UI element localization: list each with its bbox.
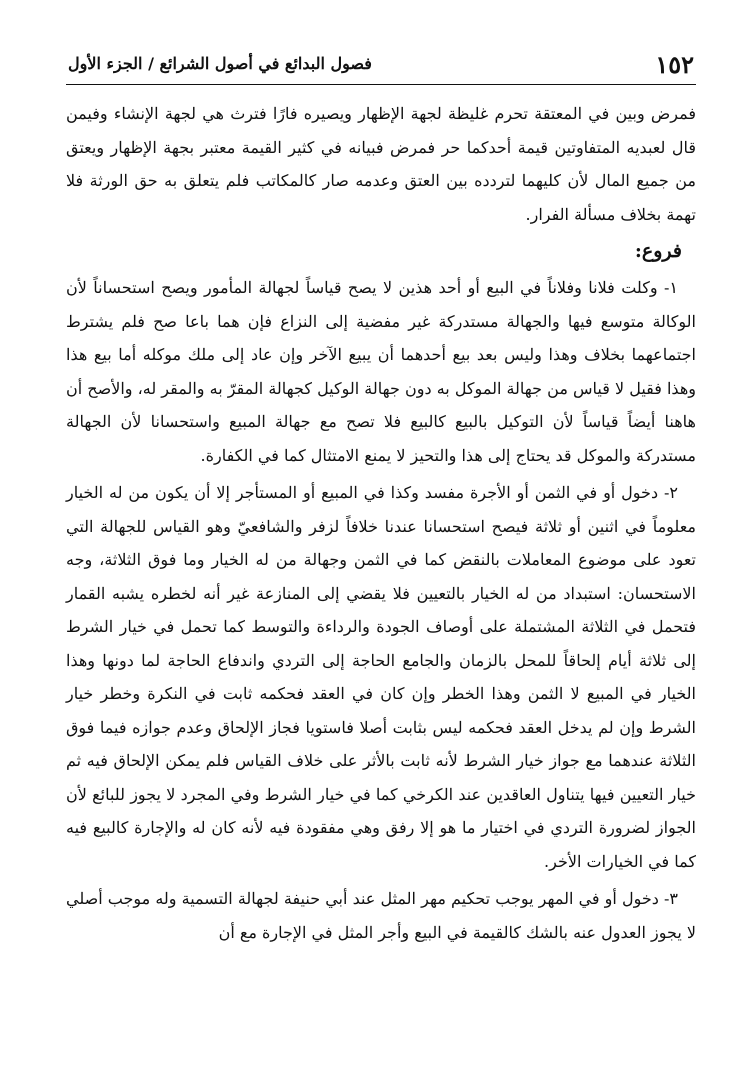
section-heading: فروع: [634, 240, 682, 262]
paragraph-2: ٢- دخول أو في الثمن أو الأجرة مفسد وكذا في المبيع أو المستأجر إلا أن يكون من له الخيار معلوماً في اثنين أو ثلاثة فيصح استحسانا عندنا خلافاً لزفر والشافعيّ وهو القياس للجهالة التي تعود على موضوع المعاملات بالنقض كما في الثمن وجهالة من له الخيار وما فوق الثلاثة، وجه الاستحسان: استبداد من له الخيار بالتعيين فلا يقضي إلى المنازعة غير أنه لخطره يشبه القمار فتحمل في الثلاثة المشتملة على أوصاف الجودة والرداءة والتوسط كما تحمل في خيار الشرط إلى ثلاثة أيام إلحاقاً للمحل بالزمان والجامع الحاجة إلى التردي واندفاع الحاجة لما دونها وهذا الخيار في المبيع لا الثمن وهذا الخطر وإن كان في العقد فحكمه ثابت في النكرة وخطر خيار الشرط وإن لم يدخل العقد فحكمه ليس بثابت أصلا فاستويا فجاز الإلحاق وعدم جوازه فيما فوق الثلاثة عندهما مع جواز خيار الشرط لأنه ثابت بالأثر على خلاف القياس فلم يمكن الإلحاق فيه ثم خيار التعيين فيها يتناول العاقدين عند الكرخي كما في خيار الشرط وفي المجرد لا يجوز للبائع لأن الجواز لضرورة التردي في اختيار ما هو إلا رفق وهي مفقودة فيه لأنه كان له والإجارة كالبيع فيه كما في الخيارات الأخر. [66, 483, 696, 871]
running-title: فصول البدائع في أصول الشرائع / الجزء الأول [68, 54, 372, 73]
book-page [66, 40, 696, 1080]
paragraph-1: ١- وكلت فلانا وفلاناً في البيع أو أحد هذين لا يصح قياساً لجهالة المأمور ويصح استحساناً لأن الوكالة متوسع فيها والجهالة مستدركة غير مفضية إلى النزاع فإن هما باعا صح فلم يشترط اجتماعهما بخلاف وهذا وليس بعد بيع أحدهما أن يبيع الآخر وإن عاد إلى ملك موكله أما بيع هذا وهذا فقيل لا قياس من جهالة الموكل به دون جهالة الوكيل كجهالة المقرّ به والمقر له، والأصح أن هاهنا أيضاً قياساً لأن التوكيل بالبيع كالبيع فلا تصح مع جهالة المبيع واستحسانا لأن الجهالة مستدركة والموكل قد يحتاج إلى هذا والتحيز لا يمنع الامتثال كما في الكفارة. [66, 278, 696, 465]
page-header [66, 40, 696, 85]
intro-paragraph: فمرض وبين في المعتقة تحرم غليظة لجهة الإظهار ويصيره فارًا فترث هي لجهة الإنشاء وفيمن قال لعبديه المتفاوتين قيمة أحدكما حر فمرض فبيانه في كثير القيمة معتبر بجهة الإظهار ويعتق من جميع المال لأن كليهما لتردده بين العتق وعدمه صار كالمكاتب فلم يتعلق به حق الورثة فلا تهمة بخلاف مسألة الفرار. [66, 104, 696, 224]
page-body [66, 97, 696, 949]
paragraph-3: ٣- دخول أو في المهر يوجب تحكيم مهر المثل عند أبي حنيفة لجهالة التسمية وله موجب أصلي لا يجوز العدول عنه بالشك كالقيمة في البيع وأجر المثل في الإجارة مع أن [66, 889, 696, 942]
page-number: ١٥٢ [655, 50, 694, 79]
